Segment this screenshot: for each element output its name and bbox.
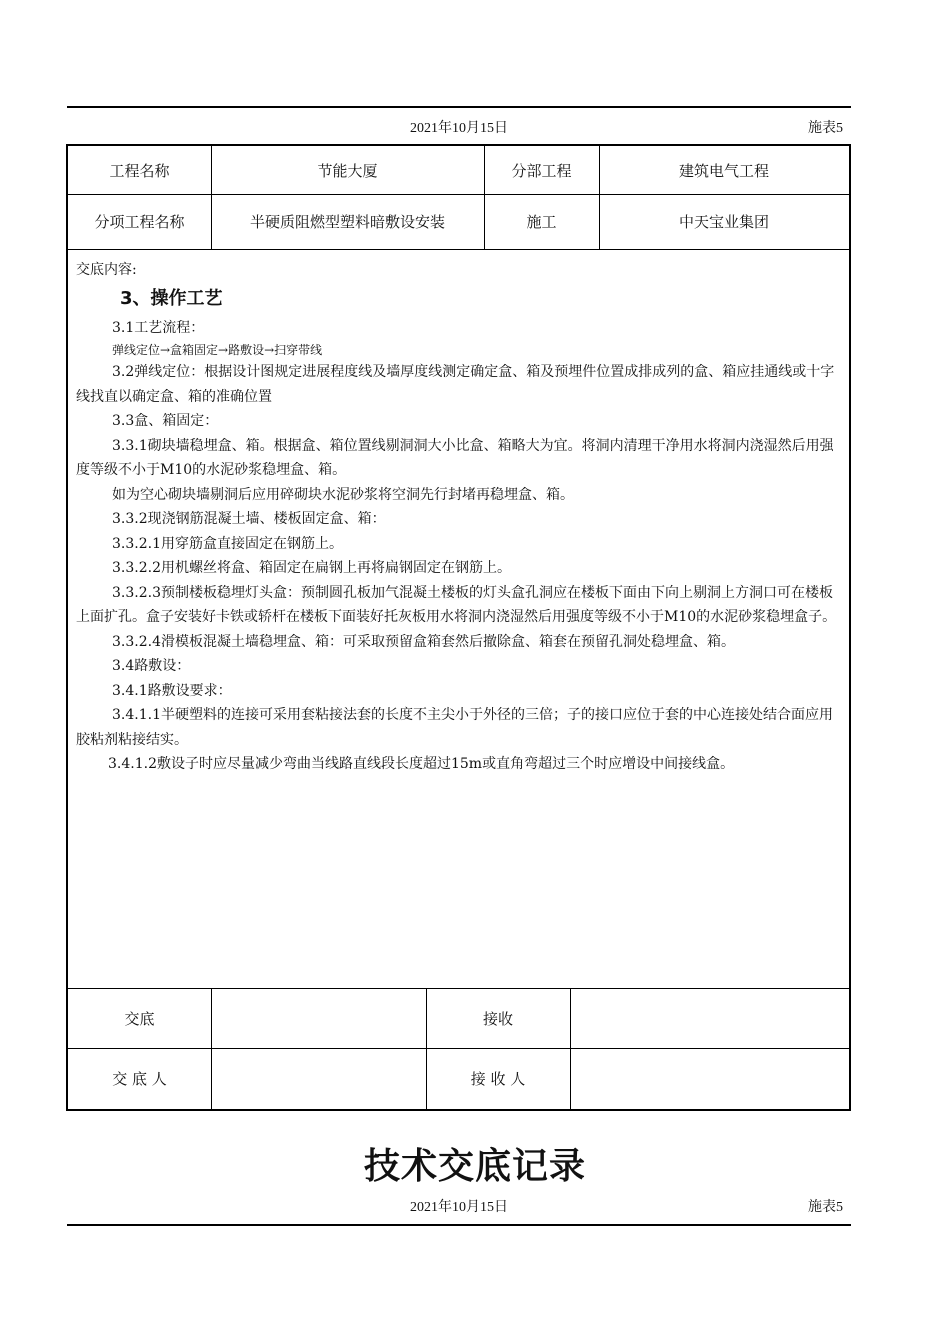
- receiver-label: 接 收 人: [470, 1070, 526, 1088]
- paragraph: 如为空心砌块墙剔洞后应用碎砌块水泥砂浆将空洞先行封堵再稳埋盒、箱。: [112, 486, 574, 503]
- discloser-signature-field[interactable]: [211, 1048, 426, 1109]
- paragraph: 3.1工艺流程：: [112, 319, 205, 336]
- receive-field[interactable]: [570, 988, 849, 1048]
- process-flow: 弹线定位→盒箱固定→路敷设→扫穿带线: [112, 343, 323, 357]
- paragraph: 3.3.1砌块墙稳埋盒、箱。根据盒、箱位置线剔洞洞大小比盒、箱略大为宜。将洞内清理干净用水将洞内浇湿然后用强度等级不小于M10的水泥砂浆稳埋盒、箱。: [76, 437, 834, 478]
- header-date: 2021年10月15日: [410, 121, 508, 136]
- paragraph: 3.3.2.3预制楼板稳埋灯头盒：预制圆孔板加气混凝土楼板的灯头盒孔洞应在楼板下面由下向上剔洞上方洞口可在楼板上面扩孔。盒子安装好卡铁或轿杆在楼板下面装好托灰板用水将洞内浇湿然后用强度等级不小于M10的水泥砂浆稳埋盒子。: [76, 584, 837, 625]
- contractor-value: 中天宝业集团: [678, 213, 769, 231]
- disclose-field[interactable]: [211, 988, 426, 1048]
- paragraph: 3.3.2.4滑模板混凝土墙稳埋盒、箱：可采取预留盒箱套然后撤除盒、箱套在预留孔洞处稳埋盒、箱。: [112, 633, 735, 650]
- footer-date: 2021年10月15日: [410, 1200, 508, 1215]
- subitem-label: 分项工程名称: [94, 213, 185, 231]
- receiver-signature-field[interactable]: [570, 1048, 849, 1109]
- division-label: 分部工程: [511, 161, 572, 180]
- disclose-label: 交底: [124, 1009, 155, 1028]
- project-name-value: 节能大厦: [317, 161, 378, 180]
- paragraph: 3.3.2.2用机螺丝将盒、箱固定在扁钢上再将扁钢固定在钢筋上。: [112, 560, 511, 576]
- header-form-no: 施表5: [808, 121, 843, 136]
- content-label: 交底内容:: [76, 262, 137, 278]
- paragraph: 3.3盒、箱固定：: [112, 413, 219, 429]
- footer-form-no: 施表5: [808, 1200, 843, 1215]
- bottom-rule: [67, 1224, 851, 1226]
- paragraph: 3.4.1.1半硬塑料的连接可采用套粘接法套的长度不主尖小于外径的三倍；子的接口应位于套的中心连接处结合面应用胶粘剂粘接结实。: [76, 707, 833, 748]
- discloser-label: 交 底 人: [112, 1070, 167, 1088]
- top-rule: [67, 106, 851, 108]
- paragraph: 3.3.2.1用穿筋盒直接固定在钢筋上。: [112, 535, 343, 552]
- receive-label: 接收: [482, 1009, 513, 1028]
- row-divider: [68, 249, 849, 250]
- disclosure-content: [76, 258, 844, 777]
- document-title: 技术交底记录: [363, 1146, 586, 1187]
- contractor-label: 施工: [526, 213, 557, 231]
- division-value: 建筑电气工程: [678, 161, 769, 180]
- paragraph: 3.4.1.2敷设子时应尽量减少弯曲当线路直线段长度超过15m或直角弯超过三个时应增设中间接线盒。: [108, 756, 735, 772]
- project-name-label: 工程名称: [109, 161, 170, 180]
- paragraph: 3.2弹线定位：根据设计图规定进展程度线及墙厚度线测定确定盒、箱及预埋件位置成排成列的盒、箱应挂通线或十字线找直以确定盒、箱的准确位置: [76, 364, 835, 405]
- paragraph: 3.4路敷设：: [112, 658, 191, 674]
- subitem-value: 半硬质阻燃型塑料暗敷设安装: [249, 213, 445, 231]
- disclosure-table: [66, 144, 851, 1111]
- section-heading: 3、操作工艺: [120, 287, 223, 309]
- paragraph: 3.4.1路敷设要求：: [112, 682, 232, 699]
- paragraph: 3.3.2现浇钢筋混凝土墙、楼板固定盒、箱：: [112, 511, 386, 527]
